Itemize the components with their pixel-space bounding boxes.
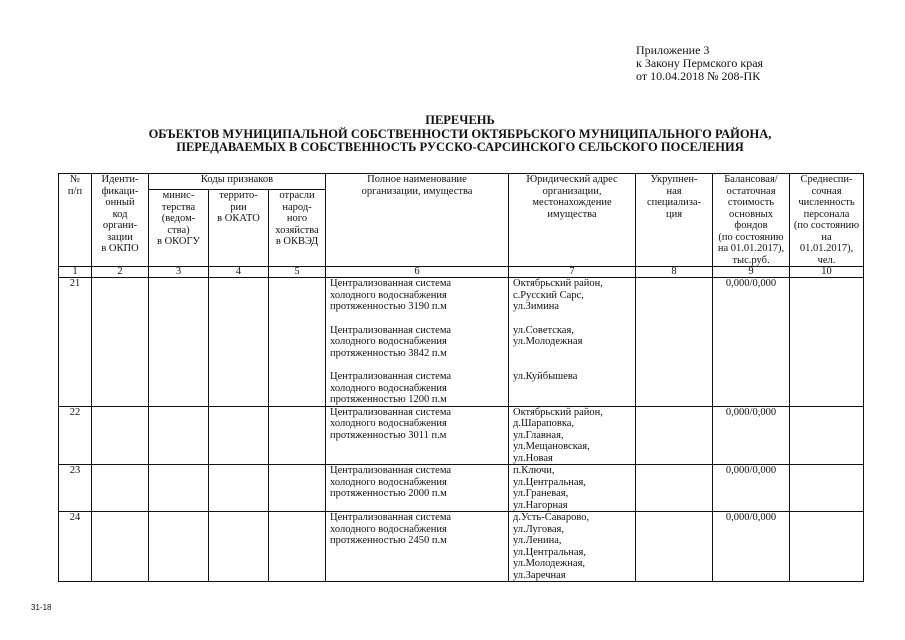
- header-address: [509, 174, 636, 267]
- header-line: на: [821, 231, 832, 243]
- address-line: ул.Советская,: [513, 324, 574, 336]
- okved-cell: [269, 278, 326, 407]
- object-name: [330, 465, 507, 511]
- column-number: 5: [269, 267, 326, 278]
- name-line: холодного водоснабжения: [330, 289, 447, 301]
- appendix-line: от 10.04.2018 № 208-ПК: [636, 69, 761, 83]
- column-number: 2: [92, 267, 149, 278]
- header-line: остаточная: [726, 185, 776, 197]
- address-line: с.Русский Сарс,: [513, 289, 584, 301]
- name-line: протяженностью 3011 п.м: [330, 429, 447, 441]
- name-line: холодного водоснабжения: [330, 336, 447, 347]
- object-address: [513, 278, 634, 313]
- name-line: холодного водоснабжения: [330, 382, 447, 394]
- okved-cell: [269, 465, 326, 512]
- name-line: Централизованная система: [330, 465, 452, 476]
- okpo-cell: [92, 278, 149, 407]
- column-number: 3: [149, 267, 209, 278]
- name-line: холодного водоснабжения: [330, 476, 447, 488]
- column-number: 6: [326, 267, 509, 278]
- header-okato: [209, 190, 269, 267]
- address-cell: [509, 512, 636, 582]
- header-line: (по состоянию: [718, 231, 784, 243]
- header-line: на 01.01.2017),: [717, 243, 785, 254]
- header-okpo: [92, 174, 149, 267]
- name-line: протяженностью 3842 п.м: [330, 347, 447, 359]
- column-number: 7: [509, 267, 636, 278]
- name-line: Централизованная система: [330, 512, 452, 523]
- header-codes-group: Коды признаков: [149, 174, 326, 190]
- address-line: ул.Мещановская,: [513, 441, 590, 452]
- column-number: 4: [209, 267, 269, 278]
- header-line: Укрупнен-: [650, 174, 698, 185]
- address-line: ул.Главная,: [513, 429, 564, 441]
- header-number: [59, 174, 92, 267]
- name-line: холодного водоснабжения: [330, 523, 447, 535]
- address-cell: [509, 406, 636, 465]
- name-line: Централизованная система: [330, 406, 452, 418]
- address-line: д.Усть-Саварово,: [513, 512, 590, 523]
- header-line: в ОКВЭД: [275, 236, 319, 248]
- header-line: фикаци-: [101, 185, 139, 197]
- header-line: чел.: [817, 254, 836, 266]
- header-line: численность: [798, 197, 855, 208]
- specialization-cell: [636, 512, 713, 582]
- object-name: [330, 325, 507, 360]
- header-line: органи-: [102, 220, 138, 231]
- object-name: [330, 278, 507, 313]
- header-line: терства: [161, 201, 196, 213]
- title-line: ОБЪЕКТОВ МУНИЦИПАЛЬНОЙ СОБСТВЕННОСТИ ОКТЯБРЬСКОГО МУНИЦИПАЛЬНОГО РАЙОНА,: [148, 126, 772, 141]
- name-line: протяженностью 1200 п.м: [330, 394, 447, 405]
- staff-cell: [790, 512, 864, 582]
- header-line: специализа-: [646, 197, 702, 208]
- header-line: в ОКОГУ: [157, 236, 200, 248]
- column-number: 9: [713, 267, 790, 278]
- name-line: протяженностью 2450 п.м: [330, 535, 447, 546]
- okato-cell: [209, 512, 269, 582]
- okogu-cell: [149, 512, 209, 582]
- column-number: 1: [59, 267, 92, 278]
- header-line: организации, имущества: [361, 185, 473, 197]
- header-line: 01.01.2017),: [799, 243, 854, 254]
- header-line: рии: [230, 201, 247, 213]
- object-name-cell: [326, 406, 509, 465]
- address-line: Октябрьский район,: [513, 278, 603, 289]
- row-number: 22: [59, 406, 92, 465]
- object-address: [513, 512, 634, 581]
- okogu-cell: [149, 406, 209, 465]
- balance-cell: 0,000/0,000: [713, 278, 790, 407]
- object-name-cell: [326, 512, 509, 582]
- header-line: хозяйства: [275, 224, 319, 236]
- header-line: зации: [107, 231, 133, 243]
- header-line: организации,: [542, 185, 602, 197]
- header-line: имущества: [547, 208, 597, 220]
- footer-code: 31-18: [31, 603, 52, 612]
- header-balance: [713, 174, 790, 267]
- okato-cell: [209, 465, 269, 512]
- okpo-cell: [92, 512, 149, 582]
- header-line: онный: [105, 197, 135, 208]
- header-line: тыс.руб.: [732, 254, 770, 266]
- name-line: протяженностью 2000 п.м: [330, 488, 447, 499]
- address-line: ул.Молодежная,: [513, 558, 586, 569]
- header-line: ства): [167, 224, 190, 236]
- header-line: №: [69, 174, 81, 185]
- name-line: холодного водоснабжения: [330, 418, 447, 429]
- okogu-cell: [149, 465, 209, 512]
- table-row: [59, 406, 864, 465]
- address-line: ул.Куйбышева: [513, 371, 578, 382]
- header-line: Балансовая/: [724, 174, 778, 185]
- address-line: п.Ключи,: [513, 465, 555, 476]
- header-specialization: [636, 174, 713, 267]
- balance-cell: 0,000/0,000: [713, 406, 790, 465]
- header-line: в ОКАТО: [217, 213, 260, 225]
- column-number: 8: [636, 267, 713, 278]
- header-line: Полное наименование: [367, 174, 467, 185]
- header-line: персонала: [803, 208, 850, 220]
- name-line: Централизованная система: [330, 278, 452, 289]
- specialization-cell: [636, 406, 713, 465]
- header-okved: [269, 190, 326, 267]
- staff-cell: [790, 278, 864, 407]
- header-okogu: [149, 190, 209, 267]
- object-name: [330, 371, 507, 406]
- address-cell: [509, 465, 636, 512]
- appendix-note: [636, 44, 763, 83]
- okogu-cell: [149, 278, 209, 407]
- row-number: 23: [59, 465, 92, 512]
- header-line: в ОКПО: [101, 243, 139, 254]
- row-number: 24: [59, 512, 92, 582]
- address-line: д.Шараповка,: [513, 418, 575, 429]
- property-table: [58, 173, 864, 582]
- object-address: [513, 465, 634, 511]
- object-address: [513, 407, 634, 465]
- header-line: сочная: [811, 185, 842, 197]
- header-line: стоимость: [727, 197, 775, 208]
- header-name: [326, 174, 509, 267]
- address-line: ул.Зимина: [513, 301, 560, 312]
- staff-cell: [790, 465, 864, 512]
- header-line: ная: [666, 185, 682, 197]
- table-row: [59, 278, 864, 407]
- specialization-cell: [636, 278, 713, 407]
- header-line: (ведом-: [161, 213, 196, 225]
- header-line: отрасли: [279, 190, 315, 202]
- address-line: ул.Молодежная: [513, 336, 583, 347]
- object-name-cell: [326, 465, 509, 512]
- address-line: ул.Граневая,: [513, 488, 569, 499]
- staff-cell: [790, 406, 864, 465]
- okved-cell: [269, 512, 326, 582]
- address-line: ул.Нагорная: [513, 499, 568, 511]
- header-line: ция: [665, 208, 683, 220]
- address-line: ул.Центральная,: [513, 546, 587, 558]
- specialization-cell: [636, 465, 713, 512]
- header-line: народ-: [282, 201, 312, 213]
- appendix-line: Приложение 3: [636, 43, 710, 57]
- okpo-cell: [92, 406, 149, 465]
- title-line: ПЕРЕДАВАЕМЫХ В СОБСТВЕННОСТЬ РУССКО-САРСИНСКОГО СЕЛЬСКОГО ПОСЕЛЕНИЯ: [176, 140, 744, 154]
- object-name-cell: [326, 278, 509, 407]
- document-title: [60, 114, 860, 155]
- balance-cell: 0,000/0,000: [713, 465, 790, 512]
- appendix-line: к Закону Пермского края: [636, 56, 764, 70]
- okved-cell: [269, 406, 326, 465]
- header-line: местонахождение: [532, 197, 612, 208]
- header-line: террито-: [219, 190, 258, 202]
- address-line: ул.Ленина,: [513, 535, 562, 546]
- name-line: Централизованная система: [330, 371, 452, 382]
- table-row: [59, 512, 864, 582]
- row-number: 21: [59, 278, 92, 407]
- okato-cell: [209, 406, 269, 465]
- header-line: основных: [729, 208, 773, 220]
- column-number: 10: [790, 267, 864, 278]
- header-line: ного: [286, 213, 308, 225]
- address-line: ул.Центральная,: [513, 476, 587, 488]
- address-line: ул.Заречная: [513, 569, 566, 581]
- header-line: код: [112, 208, 128, 220]
- header-staff: [790, 174, 864, 267]
- object-address: [513, 325, 634, 360]
- header-line: Юридический адрес: [526, 174, 618, 185]
- header-line: п/п: [67, 185, 83, 197]
- okpo-cell: [92, 465, 149, 512]
- okato-cell: [209, 278, 269, 407]
- name-line: Централизованная система: [330, 324, 452, 336]
- table-row: [59, 465, 864, 512]
- header-line: (по состоянию: [793, 220, 860, 231]
- address-line: ул.Луговая,: [513, 523, 565, 535]
- balance-cell: 0,000/0,000: [713, 512, 790, 582]
- name-line: протяженностью 3190 п.м: [330, 301, 447, 312]
- title-line: ПЕРЕЧЕНЬ: [425, 113, 495, 127]
- header-line: фондов: [734, 220, 768, 231]
- object-address: [513, 371, 634, 406]
- header-line: Среднеспи-: [800, 174, 853, 185]
- object-name: [330, 512, 507, 581]
- address-cell: [509, 278, 636, 407]
- address-line: Октябрьский район,: [513, 406, 603, 418]
- header-line: минис-: [162, 190, 195, 202]
- header-line: Иденти-: [101, 174, 139, 185]
- column-numbers-row: [59, 267, 864, 278]
- address-line: ул.Новая: [513, 452, 553, 464]
- object-name: [330, 407, 507, 465]
